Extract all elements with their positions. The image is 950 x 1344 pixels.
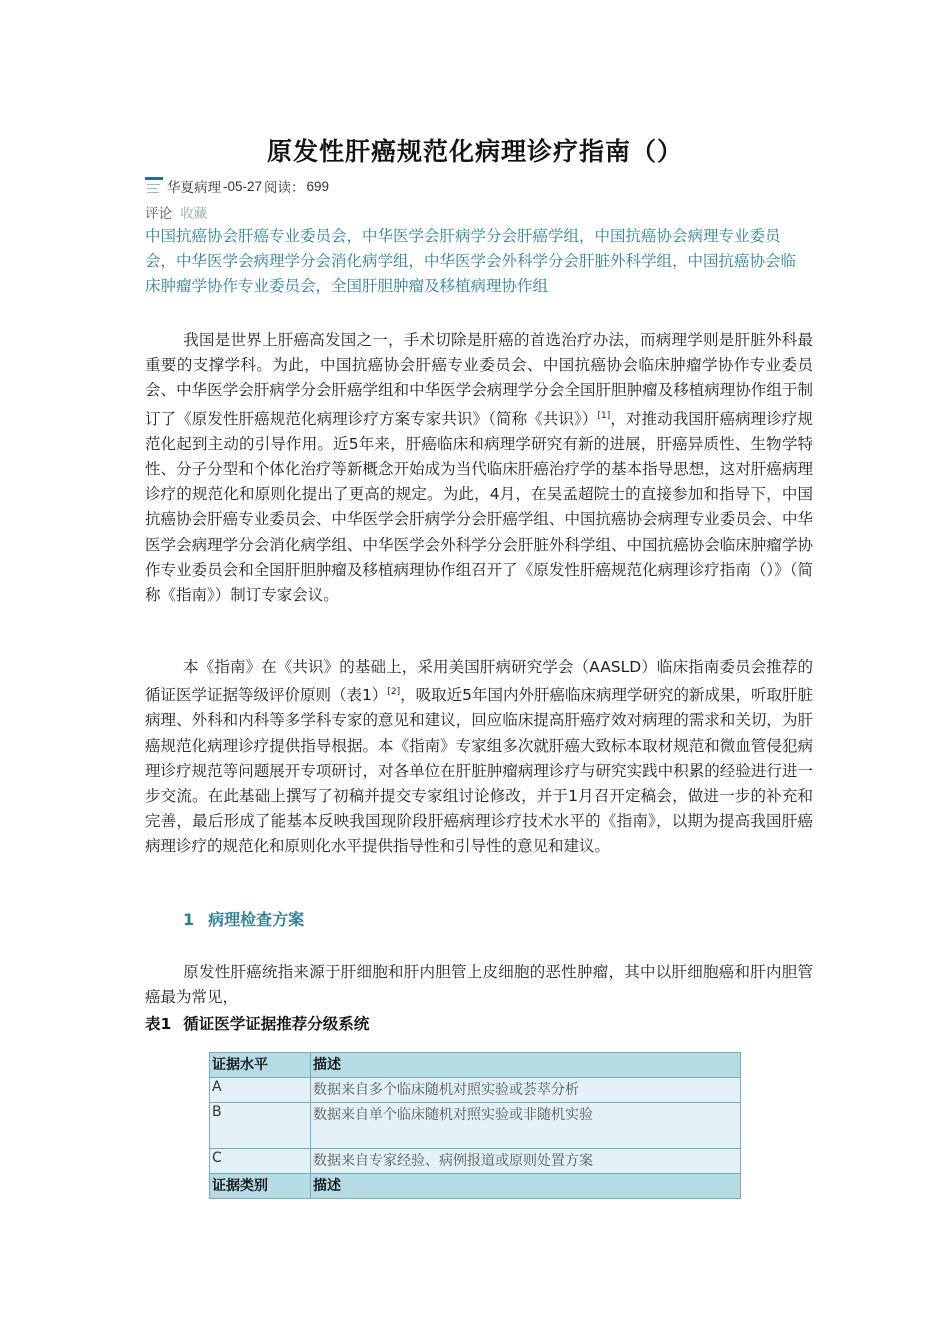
table-cell-description: 数据来自多个临床随机对照实验或荟萃分析	[311, 1078, 741, 1103]
table-header-cell: 证据类别	[210, 1174, 311, 1199]
table-row	[210, 1103, 741, 1149]
meta-date: -05-27	[223, 178, 263, 194]
section-title: 病理检查方案	[208, 910, 305, 929]
table-caption	[145, 1012, 369, 1034]
table-header-cell: 描述	[311, 1174, 741, 1199]
favorite-link[interactable]: 收藏	[180, 206, 208, 222]
page-title: 原发性肝癌规范化病理诊疗指南（）	[266, 137, 683, 166]
table-header-row	[210, 1174, 741, 1199]
table-caption-number: 表1	[145, 1015, 172, 1033]
section-1-paragraph: 原发性肝癌统指来源于肝细胞和肝内胆管上皮细胞的恶性肿瘤，其中以肝细胞癌和肝内胆管癌最为常见，	[145, 963, 813, 1007]
table-cell-description: 数据来自专家经验、病例报道或原则处置方案	[311, 1149, 741, 1174]
table-cell-level: B	[210, 1103, 311, 1149]
table-header-row	[210, 1053, 741, 1078]
table-row	[210, 1078, 741, 1103]
table-header-cell: 描述	[311, 1053, 741, 1078]
reference-2[interactable]: [2]	[387, 687, 401, 698]
table-cell-level: A	[210, 1078, 311, 1103]
article-meta	[145, 176, 331, 196]
section-heading-1	[183, 907, 304, 930]
intro-paragraph-2: 本《指南》在《共识》的基础上，采用美国肝病研究学会（AASLD）临床指南委员会推荐的循证医学证据等级评价原则（表1）[2]，吸取近5年国内外肝癌临床病理学研究的新成果，听取肝脏病理、外科和内科等多学科专家的意见和建议，回应临床提高肝癌疗效对病理的需求和关切，为肝癌规范化病理诊疗提供指导根据。本《指南》专家组多次就肝癌大致标本取材规范和微血管侵犯病理诊疗规范等问题展开专项研讨，对各单位在肝脏肿瘤病理诊疗与研究实践中积累的经验进行进一步交流。在此基础上撰写了初稿并提交专家组讨论修改，并于1月召开定稿会，做进一步的补充和完善，最后形成了能基本反映我国现阶段肝癌病理诊疗技术水平的《指南》，以期为提高我国肝癌病理诊疗的规范化和原则化水平提供指导性和引导性的意见和建议。	[145, 658, 813, 856]
table-cell-description: 数据来自单个临床随机对照实验或非随机实验	[311, 1103, 741, 1149]
author-groups: 中国抗癌协会肝癌专业委员会，中华医学会肝病学分会肝癌学组，中国抗癌协会病理专业委员会，中华医学会病理学分会消化病学组，中华医学会外科学分会肝脏外科学组，中国抗癌协会临床肿瘤学协作专业委员会，全国肝胆肿瘤及移植病理协作组	[145, 227, 797, 295]
meta-source[interactable]: 华夏病理	[167, 180, 221, 195]
evidence-table	[209, 1052, 741, 1199]
meta-read-label: 阅读：	[264, 180, 305, 195]
section-number: 1	[183, 910, 195, 929]
intro-paragraph-1: 我国是世界上肝癌高发国之一，手术切除是肝癌的首选治疗办法，而病理学则是肝脏外科最重要的支撑学科。为此，中国抗癌协会肝癌专业委员会、中国抗癌协会临床肿瘤学协作专业委员会、中华医学会肝病学分会肝癌学组和中华医学会病理学分会全国肝胆肿瘤及移植病理协作组于制订了《原发性肝癌规范化病理诊疗方案专家共识》（简称《共识》）[1]，对推动我国肝癌病理诊疗规范化起到主动的引导作用。近5年来，肝癌临床和病理学研究有新的进展，肝癌异质性、生物学特性、分子分型和个体化治疗等新概念开始成为当代临床肝癌治疗学的基本指导思想，这对肝癌病理诊疗的规范化和原则化提出了更高的规定。为此，4月，在吴孟超院士的直接参加和指导下，中国抗癌协会肝癌专业委员会、中华医学会肝病学分会肝癌学组、中国抗癌协会病理专业委员会、中华医学会病理学分会消化病学组、中华医学会外科学分会肝脏外科学组、中国抗癌协会临床肿瘤学协作专业委员会和全国肝胆肿瘤及移植病理协作组召开了《原发性肝癌规范化病理诊疗指南（）》（简称《指南》）制订专家会议。	[145, 331, 813, 605]
reference-1[interactable]: [1]	[597, 410, 611, 421]
meta-read-count: 699	[306, 178, 330, 194]
table-header-cell: 证据水平	[210, 1053, 311, 1078]
broken-image-icon	[145, 177, 165, 195]
comment-link[interactable]: 评论	[145, 206, 172, 222]
article-actions	[145, 202, 207, 222]
table-caption-title: 循证医学证据推荐分级系统	[183, 1015, 370, 1033]
table-row	[210, 1149, 741, 1174]
table-cell-level: C	[210, 1149, 311, 1174]
